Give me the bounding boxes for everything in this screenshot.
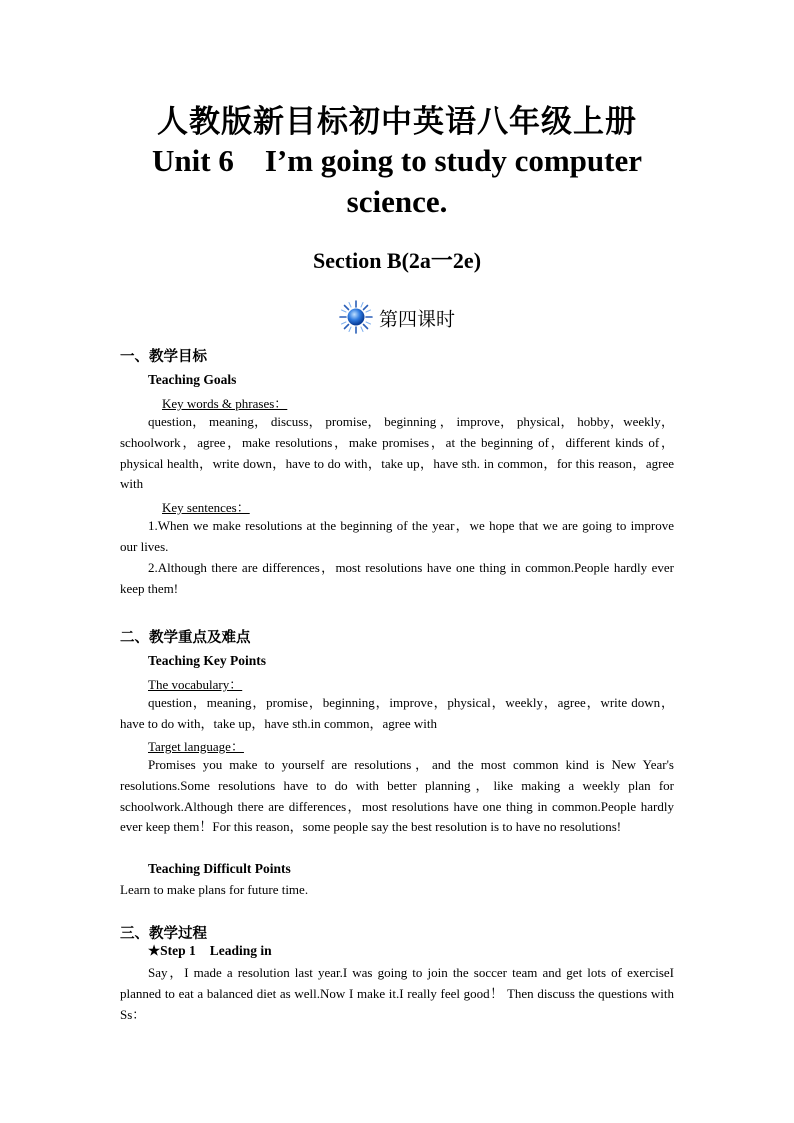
heading-teaching-goals: 一、教学目标 bbox=[120, 349, 207, 365]
sun-icon bbox=[339, 300, 373, 334]
heading-key-points: 二、教学重点及难点 bbox=[120, 630, 251, 646]
subheading-teaching-goals: Teaching Goals bbox=[148, 372, 237, 387]
period-label: 第四课时 bbox=[378, 308, 455, 331]
step-name: Leading in bbox=[209, 943, 272, 958]
heading-teaching-process: 三、教学过程 bbox=[120, 926, 207, 942]
step-number: Step 1 bbox=[160, 943, 196, 958]
target-language-text: Promises you make to yourself are resolutions，and the most common kind is New Year's resolutions.Some resolutions have to do with better planning，like making a weekly plan for schoolwork.Although there are differences，most resolutions have one thing in common.People hardly ever keep them！For this reason，some people say the best resolution is to have no resolutions! bbox=[120, 757, 674, 835]
lesson-period bbox=[0, 303, 794, 337]
step-1-heading bbox=[148, 943, 272, 959]
label-vocabulary: The vocabulary： bbox=[148, 677, 243, 692]
step-1-text: Say，I made a resolution last year.I was going to join the soccer team and get lots of exerciseI planned to eat a balanced diet as well.Now I make it.I really feel good！ Then discuss the questions with Ss： bbox=[120, 965, 674, 1022]
difficult-points-text: Learn to make plans for future time. bbox=[120, 882, 309, 897]
section-title: Section B(2a一2e) bbox=[312, 248, 482, 273]
key-sentence-1: 1.When we make resolutions at the beginning of the year，we hope that we are going to improve our lives. bbox=[120, 518, 674, 554]
star-icon: ★ bbox=[148, 943, 161, 958]
subheading-key-points: Teaching Key Points bbox=[148, 653, 267, 668]
document-title-chinese: 人教版新目标初中英语八年级上册 bbox=[157, 104, 637, 140]
unit-title: Unit 6 I’m going to study computer science. bbox=[152, 143, 642, 219]
key-words-list: question， meaning， discuss， promise， beginning ， improve， physical， hobby，weekly，schoolwork，agree，make resolutions，make promises，at the beginning of，different kinds of，physical health，write down，have to do with，take up，have sth. in common，for this reason，agree with bbox=[120, 414, 674, 492]
vocabulary-list: question，meaning，promise，beginning，improve，physical，weekly，agree，write down，have to do with，take up，have sth.in common，agree with bbox=[120, 695, 674, 731]
label-key-words: Key words & phrases： bbox=[162, 396, 288, 411]
key-sentence-2: 2.Although there are differences，most resolutions have one thing in common.People hardly ever keep them! bbox=[120, 560, 674, 596]
subheading-difficult-points: Teaching Difficult Points bbox=[148, 861, 291, 876]
label-target-language: Target language： bbox=[148, 739, 244, 754]
label-key-sentences: Key sentences： bbox=[162, 500, 250, 515]
